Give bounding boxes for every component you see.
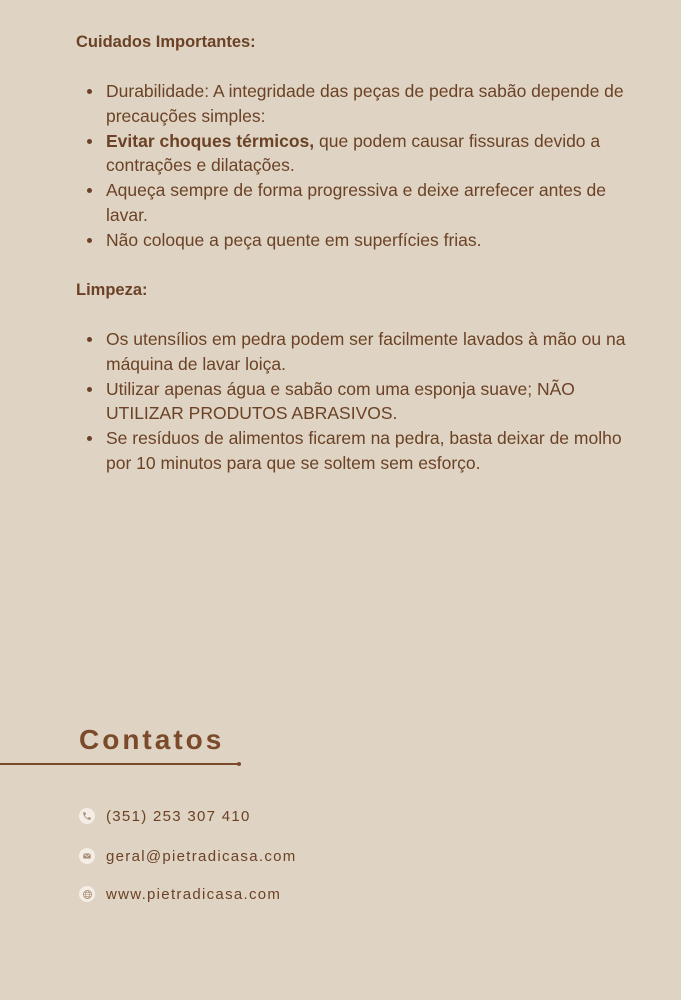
care-list bbox=[76, 79, 636, 253]
list-item: Durabilidade: A integridade das peças de pedra sabão depende de precauções simples: bbox=[76, 79, 636, 129]
contact-email[interactable] bbox=[79, 846, 297, 866]
list-item: Não coloque a peça quente em superfícies frias. bbox=[76, 228, 636, 253]
contact-website[interactable] bbox=[79, 884, 281, 904]
list-item: Se resíduos de alimentos ficarem na pedra, basta deixar de molho por 10 minutos para que se soltem sem esforço. bbox=[76, 426, 636, 476]
website-text: www.pietradicasa.com bbox=[106, 885, 282, 903]
cleaning-heading: Limpeza: bbox=[76, 281, 148, 299]
list-item: Aqueça sempre de forma progressiva e deixe arrefecer antes de lavar. bbox=[76, 178, 636, 228]
list-item: Utilizar apenas água e sabão com uma esponja suave; NÃO UTILIZAR PRODUTOS ABRASIVOS. bbox=[76, 377, 636, 427]
mail-icon bbox=[79, 848, 95, 864]
contacts-title: Contatos bbox=[79, 724, 225, 755]
globe-icon bbox=[79, 886, 95, 902]
phone-icon bbox=[79, 808, 95, 824]
divider-dot bbox=[237, 762, 241, 766]
divider bbox=[0, 763, 240, 765]
care-heading: Cuidados Importantes: bbox=[76, 33, 256, 51]
cleaning-list bbox=[76, 327, 636, 476]
list-item: Evitar choques térmicos, que podem causar fissuras devido a contrações e dilatações. bbox=[76, 129, 636, 179]
contact-phone[interactable] bbox=[79, 806, 251, 826]
email-text: geral@pietradicasa.com bbox=[106, 847, 297, 865]
list-item: Os utensílios em pedra podem ser facilmente lavados à mão ou na máquina de lavar loiça. bbox=[76, 327, 636, 377]
phone-text: (351) 253 307 410 bbox=[106, 807, 251, 825]
